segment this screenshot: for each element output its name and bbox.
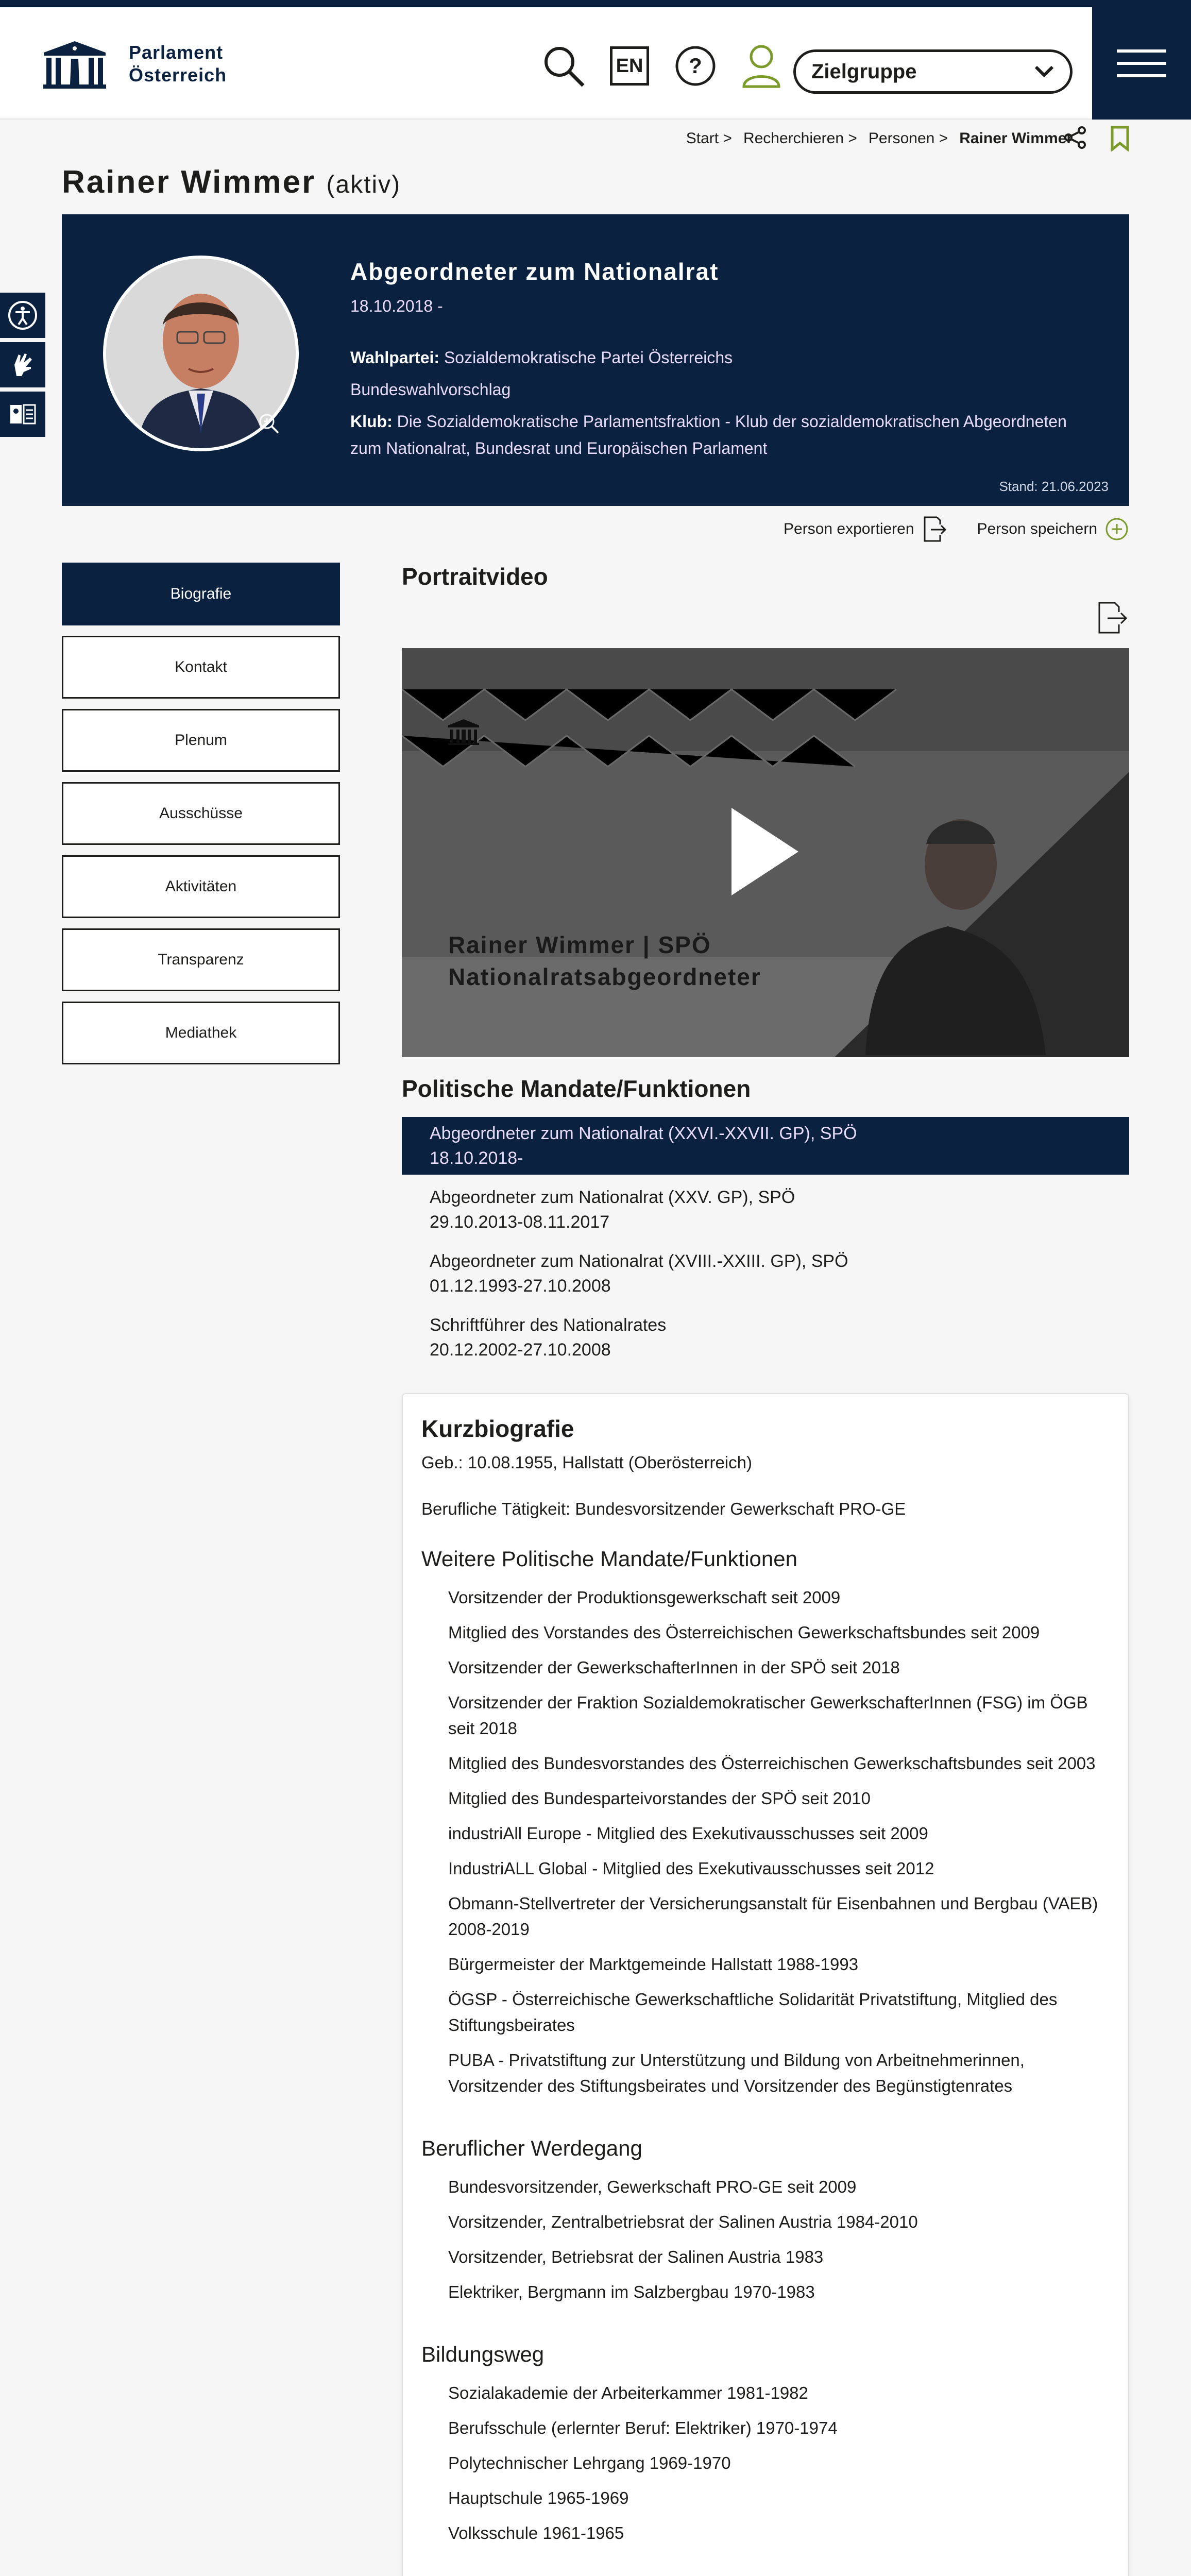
person-sidebar-nav xyxy=(62,563,340,1064)
mandate-title: Abgeordneter zum Nationalrat (XXV. GP), SPÖ xyxy=(430,1188,795,1207)
list-item: Mitglied des Bundesvorstandes des Österreichischen Gewerkschaftsbundes seit 2003 xyxy=(448,1754,1096,1773)
mandate-title: Schriftführer des Nationalrates xyxy=(430,1315,667,1335)
top-accent-line xyxy=(0,0,1191,7)
mandate-date: 01.12.1993-27.10.2008 xyxy=(430,1276,611,1296)
mandates-section-title: Politische Mandate/Funktionen xyxy=(402,1075,751,1102)
easy-language-icon xyxy=(7,399,38,430)
video-caption-role: Nationalratsabgeordneter xyxy=(448,963,761,990)
wahlpartei-label: Wahlpartei: xyxy=(350,348,440,367)
person-status: (aktiv) xyxy=(326,171,401,198)
list-item: Vorsitzender, Zentralbetriebsrat der Salinen Austria 1984-2010 xyxy=(448,2212,918,2231)
bookmark-icon[interactable] xyxy=(1111,126,1129,151)
list-item: Obmann-Stellvertreter der Versicherungsanstalt für Eisenbahnen und Bergbau (VAEB) 2008-2019 xyxy=(448,1894,1098,1939)
logo-line-2: Österreich xyxy=(129,64,227,86)
mandate-date: 29.10.2013-08.11.2017 xyxy=(430,1212,610,1232)
data-status-date: Stand: 21.06.2023 xyxy=(999,479,1109,494)
site-header xyxy=(0,7,1191,120)
nav-plenum[interactable]: Plenum xyxy=(62,709,340,772)
logo-line-1: Parlament xyxy=(129,42,224,63)
mandate-date: 18.10.2018- xyxy=(430,1148,523,1168)
nav-kontakt[interactable]: Kontakt xyxy=(62,636,340,699)
list-item: Elektriker, Bergmann im Salzbergbau 1970-1983 xyxy=(448,2282,815,2301)
language-switch-button[interactable]: EN xyxy=(610,46,649,86)
nav-transparenz[interactable]: Transparenz xyxy=(62,928,340,991)
breadcrumb-personen[interactable]: Personen > xyxy=(868,130,948,147)
person-actions xyxy=(784,515,1129,543)
nav-aktivitaeten[interactable]: Aktivitäten xyxy=(62,855,340,918)
accessibility-button[interactable] xyxy=(0,293,45,338)
target-group-value: Zielgruppe xyxy=(811,60,917,83)
list-item: Mitglied des Vorstandes des Österreichischen Gewerkschaftsbundes seit 2009 xyxy=(448,1623,1040,1642)
svg-text:?: ? xyxy=(689,54,702,78)
breadcrumb-recherchieren[interactable]: Recherchieren > xyxy=(743,130,857,147)
export-icon[interactable] xyxy=(922,515,947,543)
list-item: Bürgermeister der Marktgemeinde Hallstatt 1988-1993 xyxy=(448,1955,859,1974)
mandates-list xyxy=(402,1117,1129,1366)
sign-language-button[interactable] xyxy=(0,342,45,387)
video-caption-name: Rainer Wimmer | SPÖ xyxy=(448,931,711,958)
bio-job: Berufliche Tätigkeit: Bundesvorsitzender Gewerkschaft PRO-GE xyxy=(421,1499,906,1518)
klub-value[interactable]: Die Sozialdemokratische Parlamentsfraktion - Klub der sozialdemokratischen Abgeordneten zum Nationalrat, Bundesrat und Europäischen Parlament xyxy=(350,412,1067,457)
short-biography xyxy=(402,1393,1129,2576)
klub-line xyxy=(350,408,1092,462)
portrait-video-player[interactable] xyxy=(402,648,1129,1057)
site-logo[interactable] xyxy=(41,38,227,90)
breadcrumb xyxy=(686,130,1073,147)
wahlvorschlag: Bundeswahlvorschlag xyxy=(350,380,511,399)
chevron-down-icon xyxy=(1034,65,1054,78)
help-button[interactable] xyxy=(673,43,718,89)
page-title xyxy=(62,164,401,200)
video-section-title: Portraitvideo xyxy=(402,563,548,590)
search-icon xyxy=(542,44,585,88)
nav-biografie[interactable]: Biografie xyxy=(62,563,340,625)
nav-ausschuesse[interactable]: Ausschüsse xyxy=(62,782,340,845)
list-item: Hauptschule 1965-1969 xyxy=(448,2488,629,2507)
menu-icon xyxy=(1117,49,1166,53)
list-item: PUBA - Privatstiftung zur Unterstützung und Bildung von Arbeitnehmerinnen, Vorsitzender des Stiftungsbeirates und Vorsitzender des Begünstigtenrates xyxy=(448,2050,1025,2095)
klub-label: Klub: xyxy=(350,412,393,431)
list-item: Bundesvorsitzender, Gewerkschaft PRO-GE seit 2009 xyxy=(448,2177,857,2196)
bio-education-title: Bildungsweg xyxy=(421,2342,545,2366)
mandate-item[interactable] xyxy=(402,1117,1129,1175)
add-circle-icon[interactable] xyxy=(1104,517,1129,541)
mandate-item[interactable] xyxy=(402,1181,1129,1239)
list-item: Volksschule 1961-1965 xyxy=(448,2523,624,2543)
accessibility-icon xyxy=(7,300,38,331)
list-item: IndustriALL Global - Mitglied des Exekutivausschusses seit 2012 xyxy=(448,1859,934,1878)
export-person-link[interactable]: Person exportieren xyxy=(784,520,914,537)
help-icon xyxy=(674,44,717,88)
list-item: ÖGSP - Österreichische Gewerkschaftliche Solidarität Privatstiftung, Mitglied des Stiftungsbeirates xyxy=(448,1990,1058,2035)
user-icon xyxy=(740,43,783,89)
mandate-title: Abgeordneter zum Nationalrat (XVIII.-XXIII. GP), SPÖ xyxy=(430,1251,848,1271)
mandate-item[interactable] xyxy=(402,1245,1129,1302)
mandate-title: Abgeordneter zum Nationalrat (XXVI.-XXVII. GP), SPÖ xyxy=(430,1124,857,1143)
share-icon[interactable] xyxy=(1063,126,1087,149)
save-person-link[interactable]: Person speichern xyxy=(977,520,1097,537)
bio-career-title: Beruflicher Werdegang xyxy=(421,2136,642,2160)
bio-career-list xyxy=(421,2174,1110,2305)
wahlpartei-line xyxy=(350,344,1092,371)
person-card xyxy=(62,214,1129,506)
list-item: Vorsitzender der Fraktion Sozialdemokratischer GewerkschafterInnen (FSG) im ÖGB seit 2018 xyxy=(448,1693,1088,1738)
bio-education-list xyxy=(421,2380,1110,2546)
sign-language-icon xyxy=(7,349,38,380)
main-content xyxy=(402,563,1129,2543)
person-name: Rainer Wimmer xyxy=(62,164,316,200)
list-item: Sozialakademie der Arbeiterkammer 1981-1982 xyxy=(448,2383,808,2402)
bio-born: Geb.: 10.08.1955, Hallstatt (Oberösterreich) xyxy=(421,1453,752,1472)
mandate-date: 20.12.2002-27.10.2008 xyxy=(430,1340,611,1360)
list-item: Vorsitzender, Betriebsrat der Salinen Austria 1983 xyxy=(448,2247,824,2266)
bio-further-list xyxy=(421,1585,1110,2099)
list-item: Polytechnischer Lehrgang 1969-1970 xyxy=(448,2453,731,2472)
list-item: industriAll Europe - Mitglied des Exekutivausschusses seit 2009 xyxy=(448,1824,928,1843)
accessibility-toolbar xyxy=(0,293,45,437)
menu-button[interactable] xyxy=(1092,7,1191,120)
video-export-icon[interactable] xyxy=(1096,601,1129,635)
parliament-logo-icon xyxy=(41,38,108,90)
person-role-date: 18.10.2018 - xyxy=(350,297,443,315)
nav-mediathek[interactable]: Mediathek xyxy=(62,1002,340,1064)
easy-language-button[interactable] xyxy=(0,392,45,437)
person-role: Abgeordneter zum Nationalrat xyxy=(350,258,719,285)
bio-further-title: Weitere Politische Mandate/Funktionen xyxy=(421,1547,797,1571)
breadcrumb-start[interactable]: Start > xyxy=(686,130,732,147)
zoom-in-icon[interactable] xyxy=(258,412,280,435)
list-item: Vorsitzender der Produktionsgewerkschaft seit 2009 xyxy=(448,1588,841,1607)
wahlpartei-value[interactable]: Sozialdemokratische Partei Österreichs xyxy=(444,348,733,367)
user-login-button[interactable] xyxy=(739,43,784,89)
list-item: Berufsschule (erlernter Beruf: Elektriker) 1970-1974 xyxy=(448,2418,838,2437)
mandate-item[interactable] xyxy=(402,1309,1129,1366)
breadcrumb-current: Rainer Wimmer xyxy=(959,130,1073,147)
search-button[interactable] xyxy=(541,43,586,89)
target-group-select[interactable] xyxy=(793,49,1073,94)
list-item: Vorsitzender der GewerkschafterInnen in der SPÖ seit 2018 xyxy=(448,1658,900,1677)
play-icon[interactable] xyxy=(731,808,798,895)
bio-title: Kurzbiografie xyxy=(421,1415,574,1442)
list-item: Mitglied des Bundesparteivorstandes der SPÖ seit 2010 xyxy=(448,1789,871,1808)
